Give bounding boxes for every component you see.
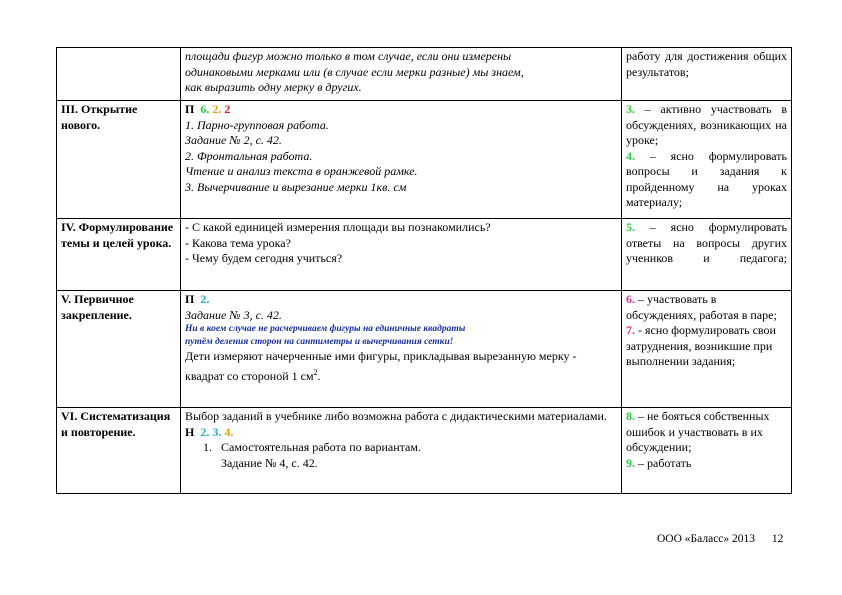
uud-cell: [622, 101, 792, 219]
content-line: 1. Парно-групповая работа.: [185, 117, 329, 132]
uud-number: 6.: [626, 292, 635, 306]
page-footer: [657, 533, 783, 545]
content-line: - Какова тема урока?: [185, 235, 291, 250]
ref-number: 2: [224, 102, 231, 116]
uud-text: – активно участвовать в обсуждениях, возникающих на уроке;: [626, 102, 787, 147]
uud-text: - ясно формулировать свои затруднения, возникшие при выполнении задания;: [626, 323, 776, 368]
uud-item: [626, 149, 787, 211]
page-number: 12: [771, 533, 784, 545]
list-number: 1.: [203, 440, 212, 454]
list-item: [185, 440, 617, 456]
content-line: площади фигур можно только в том случае, если они измерены: [185, 49, 512, 63]
resource-letter: П: [185, 292, 195, 306]
uud-item: [626, 323, 787, 370]
uud-item: [626, 220, 787, 267]
table-row: [57, 408, 792, 494]
note-line: путём деления сторон на сантиметры и вычерчивания сетки!: [185, 337, 454, 347]
content-text: [185, 349, 617, 384]
uud-cell: [622, 408, 792, 494]
table-row: [57, 291, 792, 408]
content-line: Задание № 2, с. 42.: [185, 133, 282, 147]
lesson-plan-table: [56, 47, 792, 494]
uud-item: работу для достижения общих результатов;: [626, 49, 787, 79]
content-line: - Чему будем сегодня учиться?: [185, 251, 343, 265]
uud-text: – ясно формулировать ответы на вопросы других учеников и педагога;: [626, 220, 787, 265]
stage-cell: [57, 48, 181, 101]
footer-company: ООО «Баласс» 2013: [657, 533, 756, 545]
ref-number: 2.: [212, 102, 222, 116]
content-cell: [181, 408, 622, 494]
uud-item: [626, 102, 787, 149]
uud-cell: [622, 48, 792, 101]
resource-line: [185, 102, 617, 118]
stage-cell: VI. Систематизация и повторение.: [57, 408, 181, 494]
uud-cell: [622, 219, 792, 291]
content-cell: [181, 291, 622, 408]
content-intro: Выбор заданий в учебнике либо возможна работа с дидактическими материалами.: [185, 409, 607, 423]
list-item-text: Самостоятельная работа по вариантам.: [221, 440, 421, 454]
uud-number: 7.: [626, 323, 635, 337]
uud-number: 9.: [626, 455, 635, 470]
ref-number: 2.: [200, 424, 210, 439]
resource-letter: Н: [185, 424, 195, 439]
stage-cell: III. Открытие нового.: [57, 101, 181, 219]
content-line: 3. Вычерчивание и вырезание мерки 1кв. см: [185, 179, 407, 194]
content-text-end: .: [317, 368, 321, 383]
content-line: 2. Фронтальная работа.: [185, 148, 313, 163]
stage-cell: V. Первичное закрепление.: [57, 291, 181, 408]
stage-cell: IV. Формулирование темы и целей урока.: [57, 219, 181, 291]
table-row: [57, 48, 792, 101]
uud-text: – не бояться собственных ошибок и участвовать в их обсуждении;: [626, 409, 770, 454]
task-line: Задание № 3, с. 42.: [185, 307, 282, 322]
superscript: 2: [313, 367, 318, 377]
uud-item: [626, 456, 787, 472]
content-line: Чтение и анализ текста в оранжевой рамке.: [185, 164, 418, 178]
uud-number: 8.: [626, 409, 635, 423]
content-cell: [181, 101, 622, 219]
list-subline: Задание № 4, с. 42.: [221, 455, 318, 470]
uud-item: [626, 409, 787, 456]
content-text-body: Дети измеряют начерченные ими фигуры, прикладывая вырезанную мерку - квадрат со стороной 1 см: [185, 349, 577, 383]
note-line: Ни в коем случае не расчерчиваем фигуры на единичные квадраты: [185, 324, 466, 334]
uud-cell: [622, 291, 792, 408]
ref-number: 6.: [200, 102, 210, 116]
ref-number: 4.: [224, 424, 234, 439]
uud-number: 4.: [626, 148, 635, 163]
uud-text: – ясно формулировать вопросы и задания к пройденному на уроках материалу;: [626, 148, 787, 209]
ref-number: 2.: [200, 292, 210, 306]
resource-line: [185, 292, 617, 308]
content-line: - С какой единицей измерения площади вы познакомились?: [185, 220, 491, 234]
uud-item: [626, 292, 787, 323]
uud-text: – участвовать в обсуждениях, работая в паре;: [626, 292, 777, 322]
uud-text: – работать: [635, 455, 692, 470]
table-row: [57, 101, 792, 219]
content-cell: [181, 48, 622, 101]
uud-number: 3.: [626, 102, 635, 116]
uud-number: 5.: [626, 220, 635, 234]
table-row: [57, 219, 792, 291]
content-cell: [181, 219, 622, 291]
content-line: одинаковыми мерками или (в случае если мерки разные) мы знаем,: [185, 64, 524, 79]
resource-line: [185, 425, 617, 441]
ref-number: 3.: [212, 424, 222, 439]
content-line: как выразить одну мерку в других.: [185, 80, 362, 94]
resource-letter: П: [185, 102, 195, 116]
